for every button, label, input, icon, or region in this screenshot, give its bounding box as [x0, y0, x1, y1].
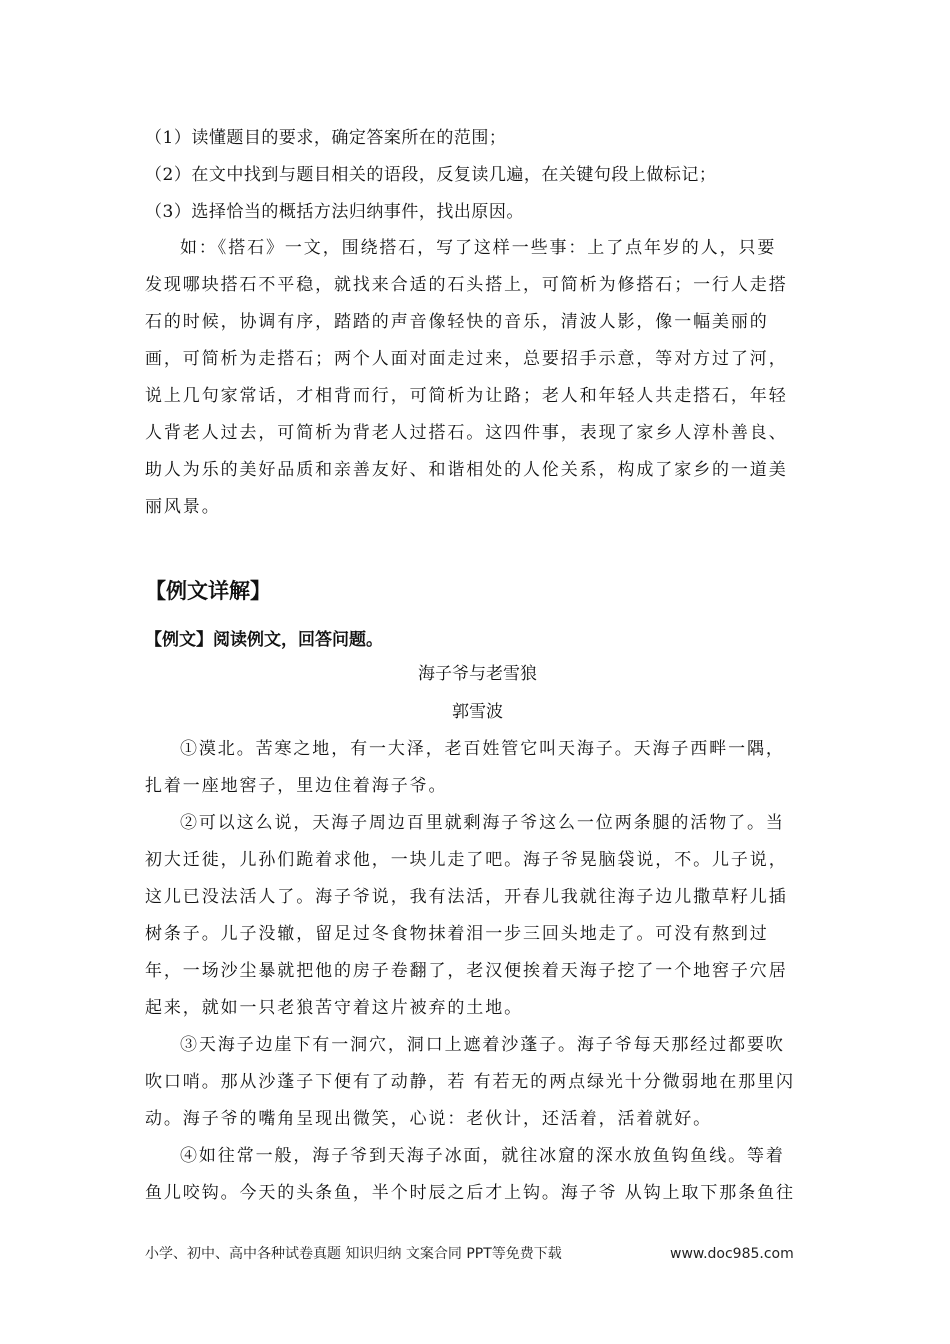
story-p2-line-5: 年，一场沙尘暴就把他的房子卷翻了，老汉便挨着天海子挖了一个地窖子穴居 — [145, 961, 788, 981]
example-line-4: 画，可简析为走搭石；两个人面对面走过来，总要招手示意，等对方过了河， — [145, 349, 788, 369]
story-p2-line-3: 这儿已没法活人了。海子爷说，我有法活，开春儿我就往海子边儿撒草籽儿插 — [145, 887, 788, 907]
story-p2-line-6: 起来，就如一只老狼苦守着这片被弃的土地。 — [145, 998, 523, 1018]
example-line-3: 石的时候，协调有序，踏踏的声音像轻快的音乐，清波人影，像一幅美丽的 — [145, 312, 769, 332]
example-prompt: 【例文】阅读例文，回答问题。 — [145, 630, 383, 650]
story-p1-line-2: 扎着一座地窖子，里边住着海子爷。 — [145, 776, 448, 796]
story-p4-line-1: ④如往常一般，海子爷到天海子冰面，就往冰窟的深水放鱼钩鱼线。等着 — [180, 1146, 785, 1166]
story-p2-line-4: 树条子。儿子没辙，留足过冬食物抹着泪一步三回头地走了。可没有熬到过 — [145, 924, 769, 944]
story-author: 郭雪波 — [452, 702, 503, 722]
story-p3-line-3: 动。海子爷的嘴角呈现出微笑，心说：老伙计，还活着，活着就好。 — [145, 1109, 712, 1129]
section-heading: 【例文详解】 — [145, 579, 271, 603]
step-1: （1）读懂题目的要求，确定答案所在的范围； — [145, 128, 507, 148]
example-line-1: 如：《搭石》一文，围绕搭石，写了这样一些事：上了点年岁的人，只要 — [180, 238, 777, 258]
example-line-7: 助人为乐的美好品质和亲善友好、和谐相处的人伦关系，构成了家乡的一道美 — [145, 460, 788, 480]
story-p1-line-1: ①漠北。苦寒之地，有一大泽，老百姓管它叫天海子。天海子西畔一隅， — [180, 739, 785, 759]
story-p3-line-2: 吹口哨。那从沙蓬子下便有了动静，若 有若无的两点绿光十分微弱地在那里闪 — [145, 1072, 795, 1092]
story-p3-line-1: ③天海子边崖下有一洞穴，洞口上遮着沙蓬子。海子爷每天那经过都要吹 — [180, 1035, 785, 1055]
footer-site-link[interactable]: www.doc985.com — [670, 1246, 794, 1262]
example-line-8: 丽风景。 — [145, 497, 221, 517]
story-p2-line-2: 初大迁徙，儿孙们跪着求他，一块儿走了吧。海子爷晃脑袋说，不。儿子说， — [145, 850, 788, 870]
step-2: （2）在文中找到与题目相关的语段，反复读几遍，在关键句段上做标记； — [145, 165, 717, 185]
story-p2-line-1: ②可以这么说，天海子周边百里就剩海子爷这么一位两条腿的活物了。当 — [180, 813, 785, 833]
example-line-2: 发现哪块搭石不平稳，就找来合适的石头搭上，可简析为修搭石；一行人走搭 — [145, 275, 788, 295]
page-footer — [145, 1242, 810, 1266]
footer-text: 小学、初中、高中各种试卷真题 知识归纳 文案合同 PPT等免费下载 — [145, 1246, 562, 1262]
story-title: 海子爷与老雪狼 — [418, 664, 537, 684]
example-line-6: 人背老人过去，可简析为背老人过搭石。这四件事，表现了家乡人淳朴善良、 — [145, 423, 788, 443]
story-p4-line-2: 鱼儿咬钩。今天的头条鱼，半个时辰之后才上钩。海子爷 从钩上取下那条鱼往 — [145, 1183, 795, 1203]
example-line-5: 说上几句家常话，才相背而行，可简析为让路；老人和年轻人共走搭石，年轻 — [145, 386, 788, 406]
step-3: （3）选择恰当的概括方法归纳事件，找出原因。 — [145, 202, 524, 222]
